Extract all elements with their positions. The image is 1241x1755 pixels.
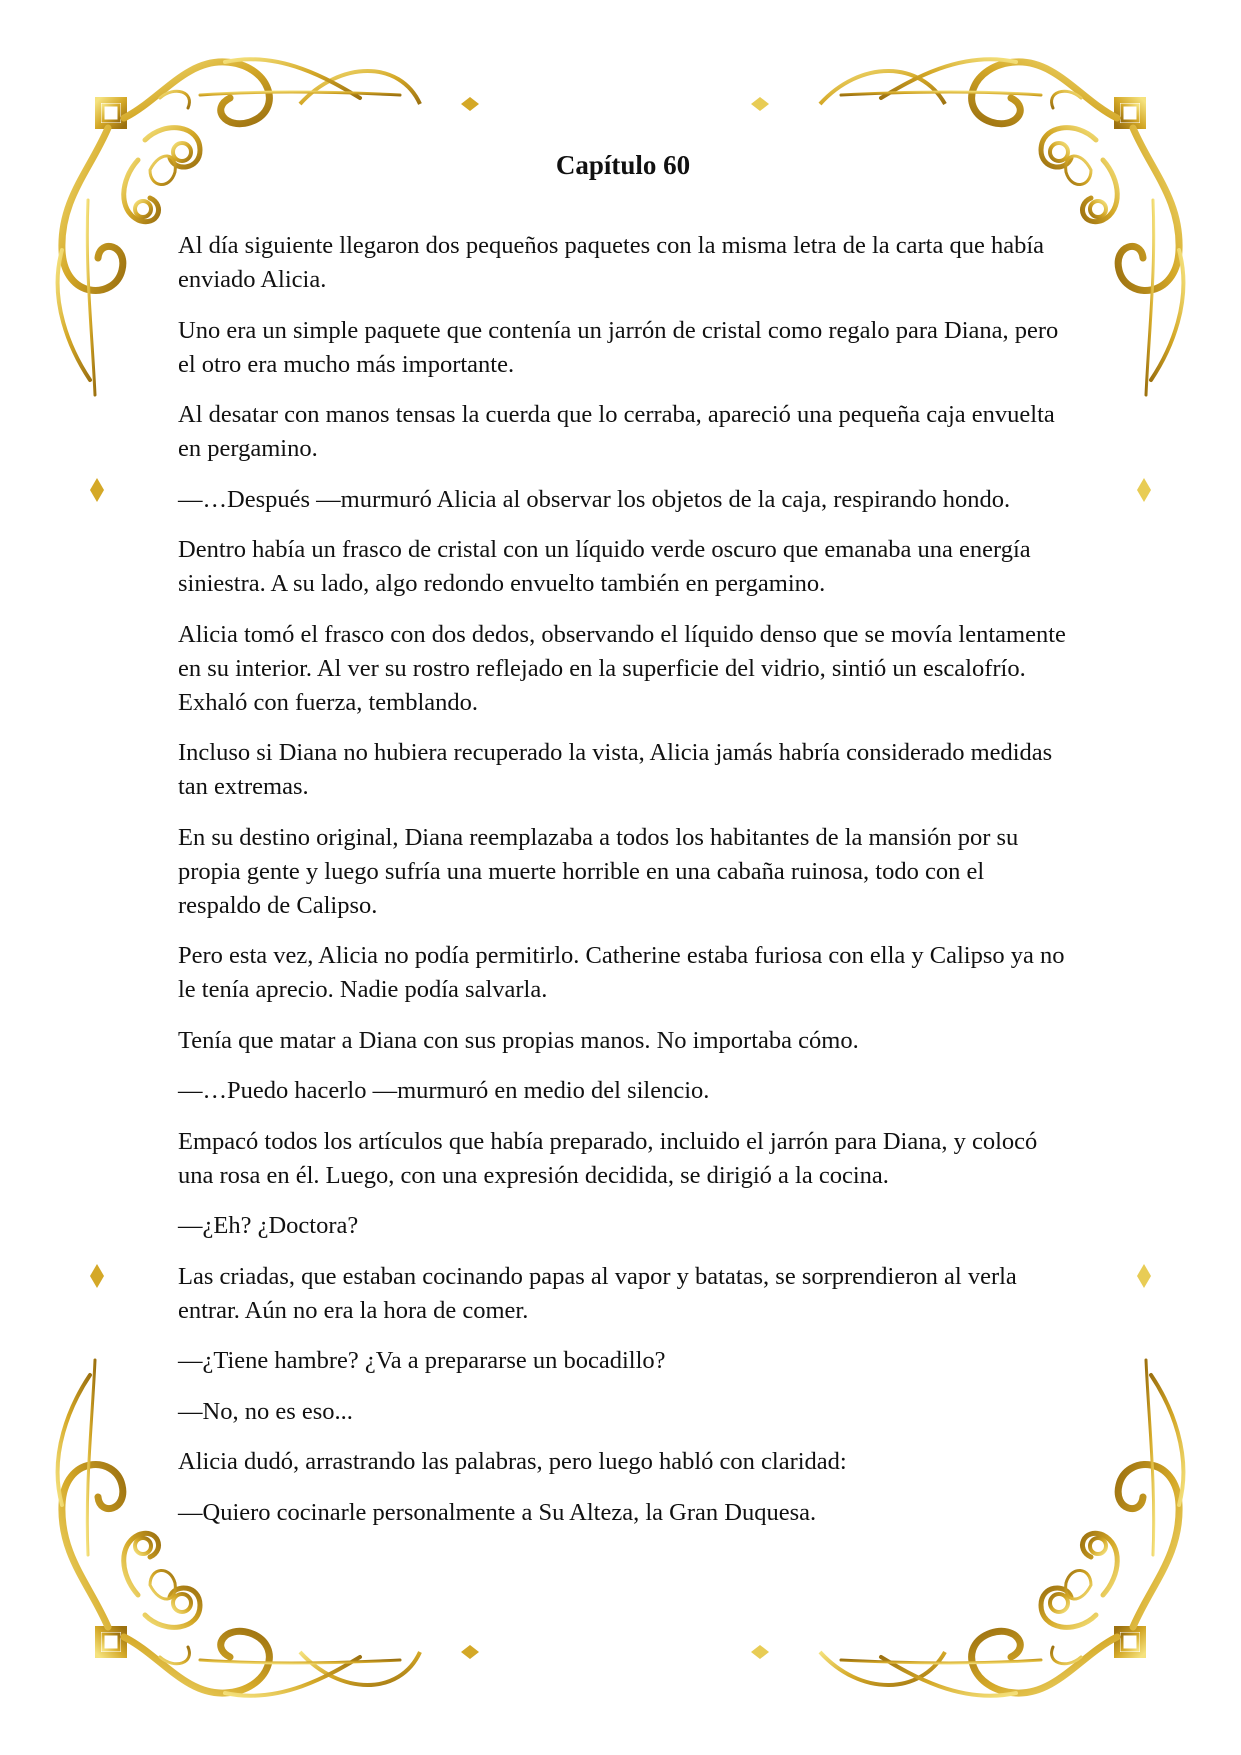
paragraph: —¿Eh? ¿Doctora? <box>178 1212 359 1239</box>
paragraph: —No, no es eso... <box>178 1397 353 1425</box>
paragraph: Alicia tomó el frasco con dos dedos, observando el líquido denso que se movía lentamente en su interior. Al ver su rostro reflejado en la superficie del vidrio, sintió un escalofrío. Exhaló con fuerza, temblando. <box>178 620 1066 716</box>
paragraph: Pero esta vez, Alicia no podía permitirlo. Catherine estaba furiosa con ella y Calipso ya no le tenía aprecio. Nadie podía salvarla. <box>178 942 1065 1003</box>
paragraph: —…Puedo hacerlo —murmuró en medio del silencio. <box>178 1077 710 1104</box>
chapter-page <box>178 145 1068 1546</box>
paragraph: —Quiero cocinarle personalmente a Su Alteza, la Gran Duquesa. <box>178 1498 817 1526</box>
paragraph: Al día siguiente llegaron dos pequeños paquetes con la misma letra de la carta que había enviado Alicia. <box>178 232 1045 293</box>
paragraph: Tenía que matar a Diana con sus propias manos. No importaba cómo. <box>178 1026 859 1054</box>
paragraph: —¿Tiene hambre? ¿Va a prepararse un bocadillo? <box>178 1347 666 1374</box>
paragraph: Las criadas, que estaban cocinando papas al vapor y batatas, se sorprendieron al verla entrar. Aún no era la hora de comer. <box>178 1262 1017 1324</box>
paragraph: Empacó todos los artículos que había preparado, incluido el jarrón para Diana, y colocó una rosa en él. Luego, con una expresión decidida, se dirigió a la cocina. <box>178 1127 1038 1189</box>
paragraph: Uno era un simple paquete que contenía un jarrón de cristal como regalo para Diana, pero el otro era mucho más importante. <box>178 316 1059 378</box>
paragraph: —…Después —murmuró Alicia al observar los objetos de la caja, respirando hondo. <box>178 485 1011 513</box>
paragraph: Dentro había un frasco de cristal con un líquido verde oscuro que emanaba una energía siniestra. A su lado, algo redondo envuelto también en pergamino. <box>178 536 1031 597</box>
paragraph: Alicia dudó, arrastrando las palabras, pero luego habló con claridad: <box>178 1448 847 1475</box>
paragraph: En su destino original, Diana reemplazaba a todos los habitantes de la mansión por su propia gente y luego sufría una muerte horrible en una cabaña ruinosa, todo con el respaldo de Calipso. <box>178 823 1019 919</box>
chapter-title: Capítulo 60 <box>555 150 691 180</box>
paragraph: Al desatar con manos tensas la cuerda que lo cerraba, apareció una pequeña caja envuelta en pergamino. <box>178 401 1055 462</box>
paragraph: Incluso si Diana no hubiera recuperado la vista, Alicia jamás habría considerado medidas tan extremas. <box>178 739 1053 800</box>
